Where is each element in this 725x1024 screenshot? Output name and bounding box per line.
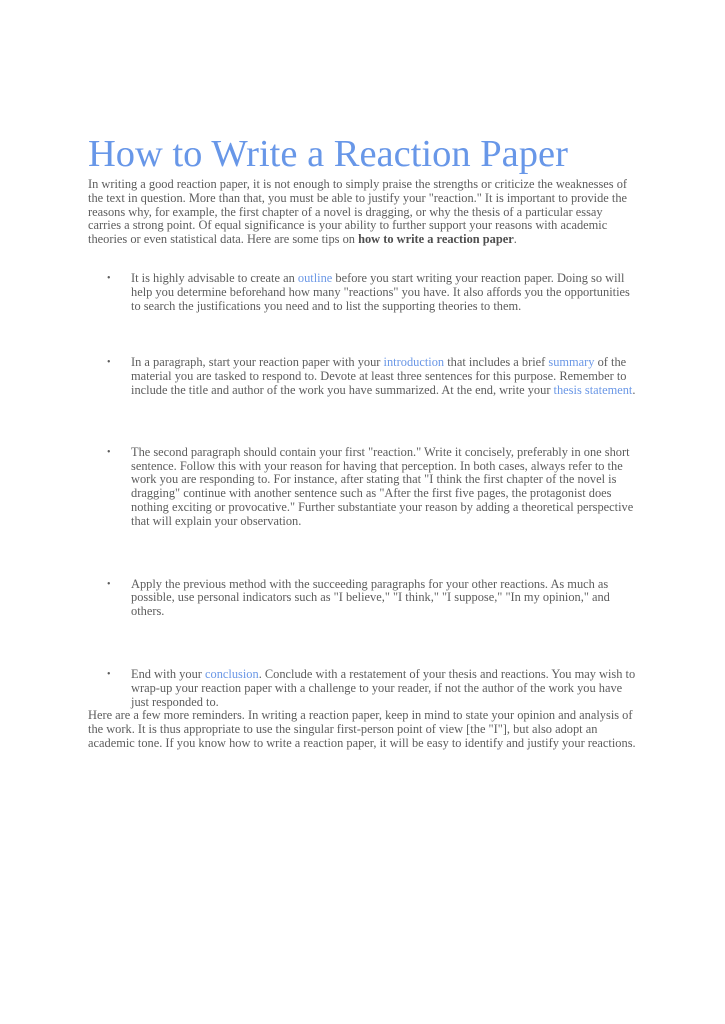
tip-text: Apply the previous method with the succeeding paragraphs for your other reactions. As much as possible, use personal indicators such as "I believe," "I think," "I suppose," "In my opinion," and others. xyxy=(131,576,610,619)
tip-item-second-paragraph xyxy=(88,446,638,529)
intro-bold-phrase: how to write a reaction paper xyxy=(358,232,514,247)
bullet-icon: • xyxy=(107,446,111,458)
tip-item-succeeding-paragraphs xyxy=(88,578,638,619)
tip-item-outline xyxy=(88,272,638,313)
intro-paragraph xyxy=(88,178,638,247)
page-title: How to Write a Reaction Paper xyxy=(88,133,568,175)
intro-text: In writing a good reaction paper, it is not enough to simply praise the strengths or criticize the weaknesses of the text in question. More than that, you must be able to justify your "reaction." It is important to provide the reasons why, for example, the first chapter of a novel is dragging, or why the thesis of a particular essay carries a strong point. Of equal significance is your ability to further support your reasons with academic theories or even statistical data. Here are some tips on xyxy=(88,177,628,247)
bullet-icon: • xyxy=(107,357,111,369)
intro-end: . xyxy=(513,232,517,247)
tip-text: The second paragraph should contain your first "reaction." Write it concisely, preferably in one short sentence. Follow this with your reason for having that perception. In both cases, always refer to the work you are responding to. For instance, after stating that "I think the first chapter of the novel is dragging" continue with another sentence such as "After the first five pages, the protagonist does nothing exciting or provocative." Further substantiate your reason by adding a theoretical perspective that will explain your observation. xyxy=(131,444,634,528)
tips-list xyxy=(88,272,638,709)
bullet-icon: • xyxy=(107,272,111,284)
introduction-link[interactable]: introduction xyxy=(383,355,445,370)
summary-link[interactable]: summary xyxy=(548,355,595,370)
tip-text: that includes a brief xyxy=(444,355,549,370)
tip-text: End with your xyxy=(131,666,205,681)
bullet-icon: • xyxy=(107,668,111,680)
tip-item-conclusion xyxy=(88,668,638,709)
tip-text: It is highly advisable to create an xyxy=(131,270,298,285)
tip-text: . xyxy=(632,382,636,397)
tip-text: In a paragraph, start your reaction paper with your xyxy=(131,355,384,370)
tip-text: before you start writing your reaction paper. Doing so will help you determine beforehand how many "reactions" you have. It also affords you the opportunities to search the justifications you need and to list the supporting theories to them. xyxy=(131,270,630,313)
outline-link[interactable]: outline xyxy=(297,270,333,285)
document-page xyxy=(88,130,638,751)
tip-text: of the material you are tasked to respond to. Devote at least three sentences for this purpose. Remember to include the title and author of the work you have summarized. At the end, write your xyxy=(131,355,627,397)
conclusion-link[interactable]: conclusion xyxy=(205,666,259,681)
thesis-statement-link[interactable]: thesis statement xyxy=(553,382,633,397)
tip-item-introduction xyxy=(88,356,638,397)
tip-text: . Conclude with a restatement of your thesis and reactions. You may wish to wrap-up your reaction paper with a challenge to your reader, if not the author of the work you have just responded to. xyxy=(131,666,636,709)
bullet-icon: • xyxy=(107,578,111,590)
outro-paragraph: Here are a few more reminders. In writing a reaction paper, keep in mind to state your opinion and analysis of the work. It is thus appropriate to use the singular first-person point of view [the "I"], but also adopt an academic tone. If you know how to write a reaction paper, it will be easy to identify and justify your reactions. xyxy=(88,708,636,750)
